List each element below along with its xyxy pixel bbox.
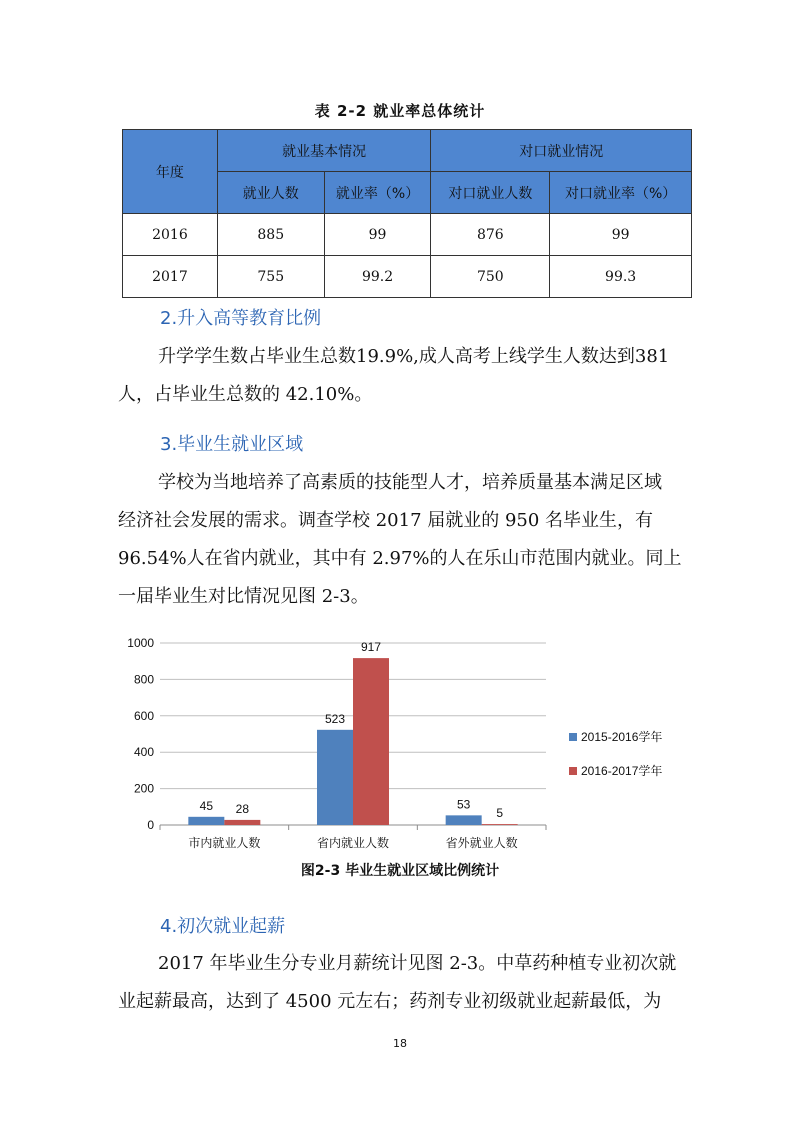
- paragraph-higher-education: [118, 338, 718, 414]
- header-basic-employment: 就业基本情况: [217, 130, 431, 172]
- y-tick-label: 600: [133, 708, 154, 723]
- y-tick-label: 1000: [127, 636, 154, 650]
- data-label: 53: [456, 797, 471, 812]
- data-label: 917: [360, 640, 382, 655]
- section-heading-starting-salary: 4.初次就业起薪: [160, 916, 286, 937]
- table-row: [123, 214, 692, 256]
- y-tick-label: 0: [147, 818, 154, 832]
- bar: [188, 817, 224, 825]
- bar: [224, 820, 260, 825]
- table-title: 表 2-2 就业率总体统计: [314, 102, 486, 120]
- bar: [482, 824, 518, 825]
- y-tick-label: 200: [133, 781, 154, 796]
- paragraph-starting-salary: [118, 945, 718, 1021]
- legend-swatch: [569, 733, 577, 741]
- cell-matched-rate: 99: [550, 214, 692, 256]
- x-tick-label: 市内就业人数: [188, 836, 261, 850]
- page-number: 18: [393, 1037, 407, 1050]
- employment-stats-table: [122, 129, 692, 298]
- data-label: 5: [496, 806, 504, 821]
- cell-matched: 876: [431, 214, 550, 256]
- section-heading-higher-education: 2.升入高等教育比例: [160, 308, 322, 329]
- paragraph-line: 经济社会发展的需求。调查学校 2017 届就业的 950 名毕业生，有: [118, 510, 654, 531]
- cell-employed: 885: [217, 214, 324, 256]
- cell-matched: 750: [431, 256, 550, 298]
- x-tick-label: 省外就业人数: [445, 836, 518, 850]
- table-row: [123, 256, 692, 298]
- header-year: 年度: [123, 130, 218, 214]
- y-tick-label: 800: [133, 672, 154, 687]
- paragraph-line: 一届毕业生对比情况见图 2-3。: [118, 586, 369, 607]
- x-tick-label: 省内就业人数: [316, 836, 390, 850]
- legend-swatch: [569, 767, 577, 775]
- legend-entry: 2016-2017学年: [581, 764, 663, 778]
- header-matched-employment: 对口就业情况: [431, 130, 692, 172]
- employment-region-bar-chart: [118, 630, 698, 856]
- paragraph-employment-region: [118, 464, 718, 616]
- cell-matched-rate: 99.3: [550, 256, 692, 298]
- header-matched-count: 对口就业人数: [431, 172, 550, 214]
- paragraph-line: 人，占毕业生总数的 42.10%。: [118, 384, 373, 405]
- header-employed-count: 就业人数: [217, 172, 324, 214]
- y-tick-label: 400: [133, 745, 154, 760]
- paragraph-line: 学校为当地培养了高素质的技能型人才，培养质量基本满足区域: [158, 472, 662, 493]
- header-employment-rate: 就业率（%）: [324, 172, 431, 214]
- section-heading-employment-region: 3.毕业生就业区域: [160, 434, 304, 455]
- paragraph-line: 96.54%人在省内就业，其中有 2.97%的人在乐山市范围内就业。同上: [118, 548, 682, 569]
- bar: [317, 730, 353, 825]
- data-label: 523: [324, 711, 346, 726]
- data-label: 28: [235, 801, 250, 816]
- bar: [353, 658, 389, 825]
- paragraph-line: 业起薪最高，达到了 4500 元左右；药剂专业初级就业起薪最低，为: [118, 991, 662, 1012]
- legend-entry: 2015-2016学年: [581, 730, 663, 744]
- cell-rate: 99.2: [324, 256, 431, 298]
- data-label: 45: [199, 798, 214, 813]
- cell-year: 2016: [123, 214, 218, 256]
- cell-year: 2017: [123, 256, 218, 298]
- cell-employed: 755: [217, 256, 324, 298]
- paragraph-line: 2017 年毕业生分专业月薪统计见图 2-3。中草药种植专业初次就: [158, 953, 677, 974]
- figure-caption: 图2-3 毕业生就业区域比例统计: [300, 863, 500, 879]
- bar: [446, 815, 482, 825]
- header-matched-rate: 对口就业率（%）: [550, 172, 692, 214]
- paragraph-line: 升学学生数占毕业生总数19.9%,成人高考上线学生人数达到381: [158, 346, 670, 367]
- cell-rate: 99: [324, 214, 431, 256]
